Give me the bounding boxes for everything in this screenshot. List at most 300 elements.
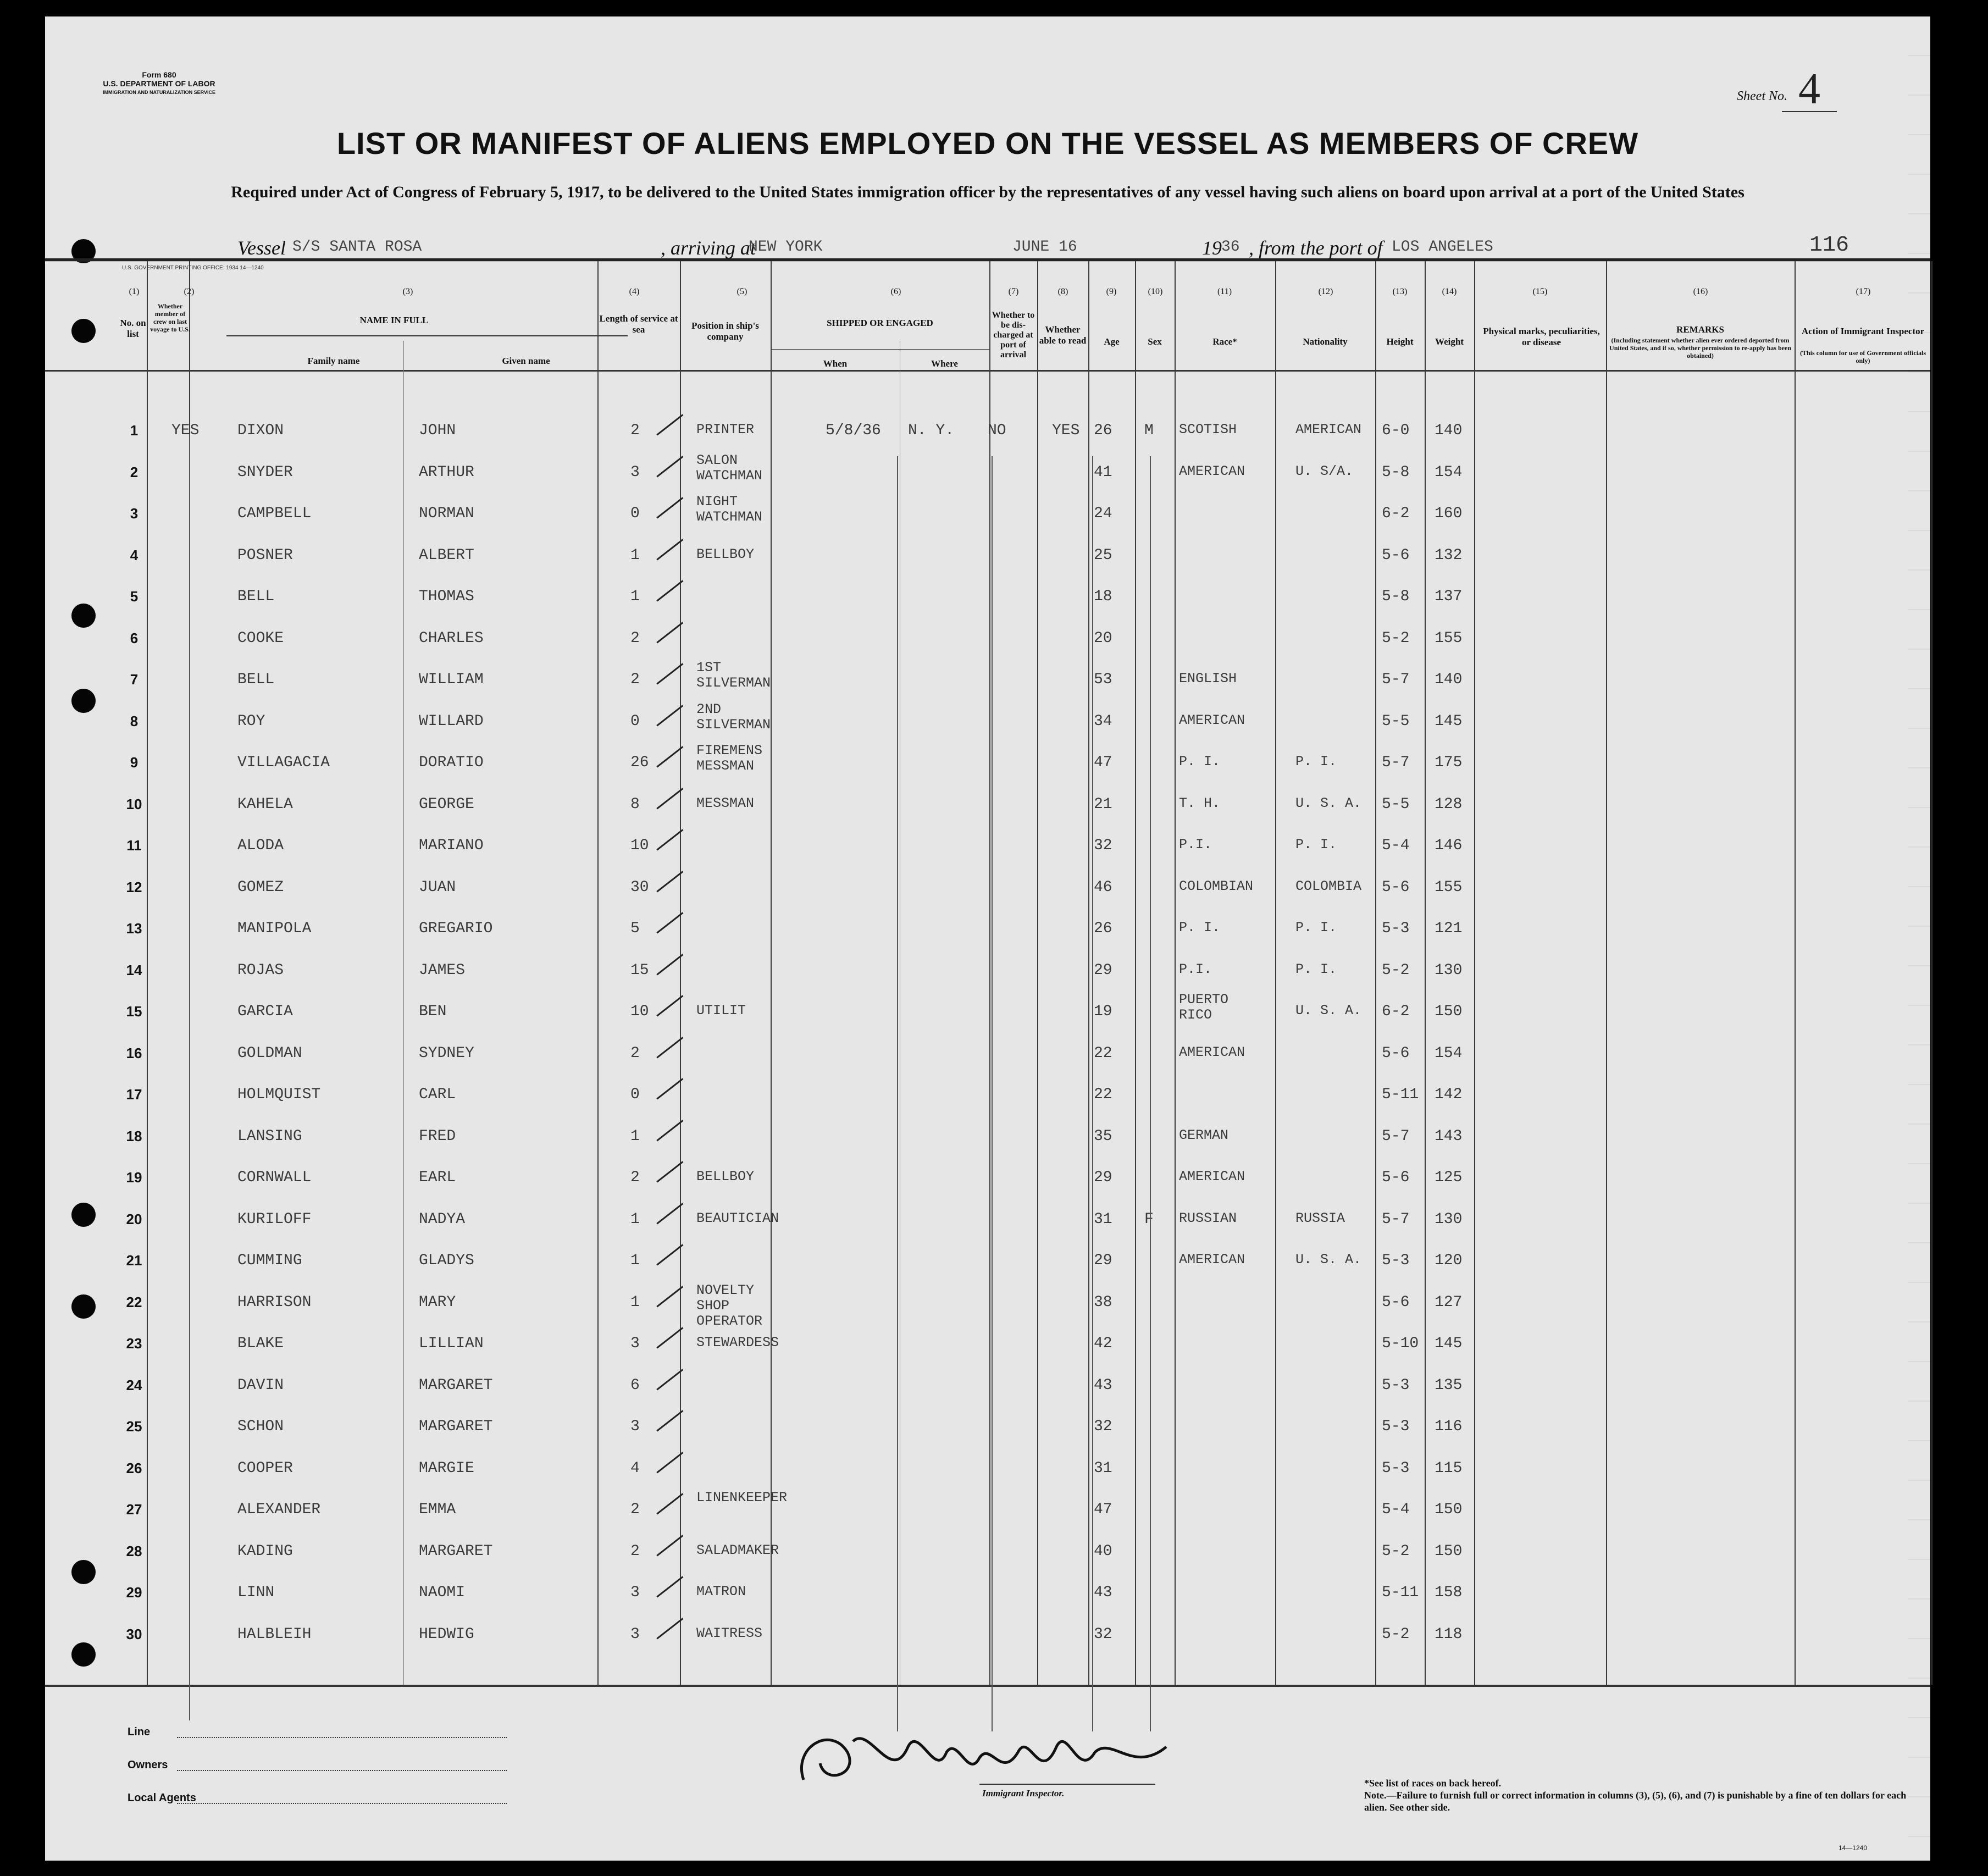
owners-label: Owners bbox=[128, 1759, 168, 1771]
weight-cell: 120 bbox=[1435, 1252, 1463, 1269]
weight-cell: 142 bbox=[1435, 1086, 1463, 1103]
race-cell: AMERICAN bbox=[1179, 1044, 1245, 1060]
position-cell: 2ND SILVERMAN bbox=[696, 701, 771, 733]
position-cell: 1ST SILVERMAN bbox=[696, 660, 771, 691]
header-nationality: Nationality bbox=[1303, 336, 1348, 347]
column-number: (8) bbox=[1057, 287, 1068, 296]
table-row bbox=[45, 1083, 1930, 1124]
header-remarks-note: (Including statement whether alien ever ordered deported from United States, and if so, whether permission to re-apply has been obtained) bbox=[1609, 336, 1791, 359]
sex-cell: M bbox=[1144, 422, 1154, 439]
family-name-cell: SCHON bbox=[237, 1418, 284, 1435]
height-cell: 5-2 bbox=[1382, 961, 1410, 979]
race-cell: P. I. bbox=[1179, 920, 1221, 936]
list-number: 116 bbox=[1809, 233, 1849, 258]
family-name-cell: LANSING bbox=[237, 1127, 302, 1145]
race-cell: AMERICAN bbox=[1179, 1252, 1245, 1268]
race-cell: AMERICAN bbox=[1179, 1169, 1245, 1185]
given-name-cell: CARL bbox=[419, 1086, 456, 1103]
height-cell: 5-5 bbox=[1382, 712, 1410, 730]
table-row bbox=[45, 917, 1930, 958]
family-name-cell: DIXON bbox=[237, 422, 284, 439]
nationality-cell: P. I. bbox=[1295, 961, 1337, 977]
race-cell: T. H. bbox=[1179, 795, 1221, 811]
family-name-cell: ROJAS bbox=[237, 961, 284, 979]
height-cell: 5-6 bbox=[1382, 878, 1410, 896]
table-row bbox=[45, 1540, 1930, 1581]
ditto-line bbox=[189, 434, 190, 1720]
length-service-cell: 3 bbox=[630, 1335, 640, 1352]
age-cell: 26 bbox=[1094, 920, 1112, 937]
length-service-cell: 3 bbox=[630, 463, 640, 481]
column-number: (10) bbox=[1148, 287, 1163, 296]
height-cell: 6-2 bbox=[1382, 1003, 1410, 1020]
col-rule bbox=[1931, 261, 1932, 1685]
weight-cell: 155 bbox=[1435, 878, 1463, 896]
position-cell: BELLBOY bbox=[696, 546, 755, 562]
owners-field bbox=[177, 1770, 507, 1771]
header-shipped: SHIPPED OR ENGAGED bbox=[827, 318, 933, 328]
row-number: 28 bbox=[126, 1542, 142, 1559]
family-name-cell: LINN bbox=[237, 1584, 275, 1601]
table-row bbox=[45, 627, 1930, 668]
weight-cell: 145 bbox=[1435, 1335, 1463, 1352]
weight-cell: 115 bbox=[1435, 1459, 1463, 1477]
race-cell: P. I. bbox=[1179, 754, 1221, 770]
height-cell: 5-4 bbox=[1382, 837, 1410, 854]
family-name-cell: CORNWALL bbox=[237, 1169, 312, 1186]
family-name-cell: GOLDMAN bbox=[237, 1044, 302, 1062]
table-row bbox=[45, 544, 1930, 585]
family-name-cell: GOMEZ bbox=[237, 878, 284, 896]
given-name-cell: DORATIO bbox=[419, 754, 484, 771]
given-name-cell: NADYA bbox=[419, 1210, 466, 1228]
length-service-cell: 2 bbox=[630, 422, 640, 439]
height-cell: 6-0 bbox=[1382, 422, 1410, 439]
age-cell: 43 bbox=[1094, 1376, 1112, 1394]
table-row bbox=[45, 1125, 1930, 1166]
age-cell: 43 bbox=[1094, 1584, 1112, 1601]
given-name-cell: JAMES bbox=[419, 961, 466, 979]
family-name-cell: DAVIN bbox=[237, 1376, 284, 1394]
family-name-cell: ALODA bbox=[237, 837, 284, 854]
table-row bbox=[45, 1249, 1930, 1290]
age-cell: 32 bbox=[1094, 1418, 1112, 1435]
position-cell: BELLBOY bbox=[696, 1169, 755, 1185]
weight-cell: 150 bbox=[1435, 1542, 1463, 1560]
form-identifier bbox=[103, 70, 215, 97]
age-cell: 32 bbox=[1094, 1625, 1112, 1643]
header-bottom-rule bbox=[45, 370, 1930, 372]
family-name-cell: KURILOFF bbox=[237, 1210, 312, 1228]
table-row bbox=[45, 585, 1930, 626]
race-cell: P.I. bbox=[1179, 961, 1212, 977]
length-service-cell: 2 bbox=[630, 629, 640, 647]
table-row bbox=[45, 959, 1930, 1000]
able-to-read-cell: YES bbox=[1052, 422, 1080, 439]
family-name-cell: KAHELA bbox=[237, 795, 293, 813]
table-row bbox=[45, 1623, 1930, 1664]
column-number: (6) bbox=[890, 287, 901, 296]
given-name-cell: EARL bbox=[419, 1169, 456, 1186]
arrival-date: JUNE 16 bbox=[1012, 239, 1077, 256]
weight-cell: 145 bbox=[1435, 712, 1463, 730]
position-cell: PRINTER bbox=[696, 422, 755, 438]
given-name-cell: LILLIAN bbox=[419, 1335, 484, 1352]
from-port: LOS ANGELES bbox=[1392, 239, 1493, 256]
voyage-line bbox=[45, 232, 1930, 259]
position-cell: FIREMENS MESSMAN bbox=[696, 743, 763, 774]
table-row bbox=[45, 1042, 1930, 1083]
height-cell: 5-2 bbox=[1382, 1542, 1410, 1560]
form-number: Form 680 bbox=[142, 70, 176, 79]
position-cell: SALADMAKER bbox=[696, 1542, 779, 1558]
family-name-cell: MANIPOLA bbox=[237, 920, 312, 937]
length-service-cell: 0 bbox=[630, 505, 640, 522]
given-name-cell: ARTHUR bbox=[419, 463, 474, 481]
length-service-cell: 10 bbox=[630, 837, 649, 854]
given-name-cell: WILLARD bbox=[419, 712, 484, 730]
given-name-cell: WILLIAM bbox=[419, 671, 484, 688]
table-row bbox=[45, 1581, 1930, 1622]
position-cell: LINENKEEPER bbox=[696, 1490, 788, 1506]
family-name-cell: ALEXANDER bbox=[237, 1501, 321, 1518]
weight-cell: 150 bbox=[1435, 1501, 1463, 1518]
page-title: LIST OR MANIFEST OF ALIENS EMPLOYED ON THE VESSEL AS MEMBERS OF CREW bbox=[336, 126, 1639, 161]
age-cell: 18 bbox=[1094, 588, 1112, 605]
column-number: (12) bbox=[1318, 287, 1333, 296]
weight-cell: 143 bbox=[1435, 1127, 1463, 1145]
height-cell: 5-6 bbox=[1382, 1169, 1410, 1186]
age-cell: 29 bbox=[1094, 961, 1112, 979]
ditto-line bbox=[897, 456, 898, 1731]
given-name-cell: JOHN bbox=[419, 422, 456, 439]
age-cell: 41 bbox=[1094, 463, 1112, 481]
height-cell: 5-2 bbox=[1382, 1625, 1410, 1643]
vessel-label: Vessel bbox=[237, 237, 286, 259]
nationality-cell: P. I. bbox=[1295, 837, 1337, 853]
weight-cell: 135 bbox=[1435, 1376, 1463, 1394]
length-service-cell: 1 bbox=[630, 588, 640, 605]
height-cell: 5-6 bbox=[1382, 546, 1410, 564]
position-cell: STEWARDESS bbox=[696, 1335, 779, 1351]
race-cell: GERMAN bbox=[1179, 1127, 1229, 1143]
age-cell: 47 bbox=[1094, 1501, 1112, 1518]
column-number: (13) bbox=[1392, 287, 1408, 296]
header-where: Where bbox=[931, 358, 958, 369]
nationality-cell: U. S. A. bbox=[1295, 1003, 1362, 1019]
line-label: Line bbox=[128, 1726, 151, 1738]
table-row bbox=[45, 419, 1930, 460]
row-number: 8 bbox=[130, 712, 139, 729]
header-physical-marks: Physical marks, peculiarities, or disease bbox=[1483, 326, 1600, 347]
length-service-cell: 1 bbox=[630, 1293, 640, 1311]
column-number: (17) bbox=[1856, 287, 1871, 296]
row-number: 2 bbox=[130, 463, 139, 480]
length-service-cell: 3 bbox=[630, 1418, 640, 1435]
row-number: 9 bbox=[130, 754, 139, 771]
given-name-cell: GREGARIO bbox=[419, 920, 493, 937]
height-cell: 5-11 bbox=[1382, 1584, 1419, 1601]
header-discharged: Whether to be dis-charged at port of arrival bbox=[992, 311, 1035, 359]
length-service-cell: 2 bbox=[630, 1501, 640, 1518]
line-field bbox=[177, 1737, 507, 1738]
given-name-cell: ALBERT bbox=[419, 546, 474, 564]
row-number: 18 bbox=[126, 1127, 142, 1144]
height-cell: 5-7 bbox=[1382, 1127, 1410, 1145]
year-prefix: 19 bbox=[1202, 237, 1222, 259]
length-service-cell: 1 bbox=[630, 1210, 640, 1228]
height-cell: 5-8 bbox=[1382, 588, 1410, 605]
row-number: 25 bbox=[126, 1418, 142, 1435]
table-row bbox=[45, 1490, 1930, 1539]
position-cell: NIGHT WATCHMAN bbox=[696, 494, 763, 525]
arriving-port: NEW YORK bbox=[749, 239, 823, 256]
table-row bbox=[45, 992, 1930, 1041]
weight-cell: 128 bbox=[1435, 795, 1463, 813]
height-cell: 5-6 bbox=[1382, 1293, 1410, 1311]
given-name-cell: NORMAN bbox=[419, 505, 474, 522]
height-cell: 5-3 bbox=[1382, 1252, 1410, 1269]
local-agents-field bbox=[177, 1803, 507, 1804]
column-number: (4) bbox=[629, 287, 640, 296]
length-service-cell: 3 bbox=[630, 1625, 640, 1643]
discharged-cell: NO bbox=[988, 422, 1006, 439]
header-when: When bbox=[823, 358, 848, 369]
length-service-cell: 30 bbox=[630, 878, 649, 896]
height-cell: 5-4 bbox=[1382, 1501, 1410, 1518]
weight-cell: 146 bbox=[1435, 837, 1463, 854]
column-number: (3) bbox=[402, 287, 413, 296]
height-cell: 6-2 bbox=[1382, 505, 1410, 522]
races-note: *See list of races on back hereof. bbox=[1364, 1778, 1502, 1789]
race-cell: SCOTISH bbox=[1179, 422, 1237, 438]
family-name-cell: POSNER bbox=[237, 546, 293, 564]
where-cell: N. Y. bbox=[908, 422, 955, 439]
service-name: IMMIGRATION AND NATURALIZATION SERVICE bbox=[103, 90, 215, 95]
row-number: 15 bbox=[126, 1003, 142, 1020]
given-name-cell: MARIANO bbox=[419, 837, 484, 854]
weight-cell: 132 bbox=[1435, 546, 1463, 564]
table-row bbox=[45, 1208, 1930, 1249]
nationality-cell: U. S. A. bbox=[1295, 1252, 1362, 1268]
length-service-cell: 3 bbox=[630, 1584, 640, 1601]
column-number: (5) bbox=[736, 287, 747, 296]
length-service-cell: 4 bbox=[630, 1459, 640, 1477]
family-name-cell: HALBLEIH bbox=[237, 1625, 312, 1643]
family-name-cell: COOPER bbox=[237, 1459, 293, 1477]
table-row bbox=[45, 1166, 1930, 1207]
height-cell: 5-3 bbox=[1382, 1376, 1410, 1394]
table-row bbox=[45, 1374, 1930, 1415]
height-cell: 5-2 bbox=[1382, 629, 1410, 647]
family-name-cell: BELL bbox=[237, 588, 275, 605]
weight-cell: 155 bbox=[1435, 629, 1463, 647]
age-cell: 53 bbox=[1094, 671, 1112, 688]
row-number: 23 bbox=[126, 1335, 142, 1352]
row-number: 11 bbox=[126, 837, 142, 854]
header-given-name: Given name bbox=[502, 356, 550, 366]
department: U.S. DEPARTMENT OF LABOR bbox=[103, 79, 215, 88]
family-name-cell: VILLAGACIA bbox=[237, 754, 330, 771]
family-name-cell: GARCIA bbox=[237, 1003, 293, 1020]
weight-cell: 116 bbox=[1435, 1418, 1463, 1435]
row-number: 5 bbox=[130, 588, 139, 605]
row-number: 21 bbox=[126, 1252, 142, 1269]
length-service-cell: 0 bbox=[630, 712, 640, 730]
row-number: 7 bbox=[130, 671, 139, 688]
header-weight: Weight bbox=[1435, 336, 1464, 347]
position-cell: MESSMAN bbox=[696, 795, 755, 811]
shipped-header-rule bbox=[771, 349, 989, 350]
age-cell: 42 bbox=[1094, 1335, 1112, 1352]
arrival-year: 36 bbox=[1221, 239, 1240, 256]
table-row bbox=[45, 793, 1930, 834]
header-length-service: Length of service at sea bbox=[599, 313, 678, 335]
length-service-cell: 5 bbox=[630, 920, 640, 937]
manifest-sheet bbox=[45, 16, 1930, 1861]
race-cell: ENGLISH bbox=[1179, 671, 1237, 687]
row-number: 1 bbox=[130, 422, 139, 439]
row-number: 17 bbox=[126, 1086, 142, 1103]
weight-cell: 127 bbox=[1435, 1293, 1463, 1311]
age-cell: 32 bbox=[1094, 837, 1112, 854]
header-no-on-list: No. on list bbox=[120, 318, 146, 339]
sheet-label: Sheet No. bbox=[1737, 89, 1787, 103]
table-row bbox=[45, 1415, 1930, 1456]
nationality-cell: COLOMBIA bbox=[1295, 878, 1362, 894]
check-mark-icon bbox=[655, 411, 684, 435]
header-action: Action of Immigrant Inspector bbox=[1801, 326, 1925, 336]
race-cell: P.I. bbox=[1179, 837, 1212, 853]
given-name-cell: MARGARET bbox=[419, 1376, 493, 1394]
race-cell: AMERICAN bbox=[1179, 463, 1245, 479]
header-position: Position in ship's company bbox=[691, 320, 759, 342]
family-name-cell: KADING bbox=[237, 1542, 293, 1560]
height-cell: 5-3 bbox=[1382, 920, 1410, 937]
position-cell: NOVELTY SHOP OPERATOR bbox=[696, 1282, 763, 1329]
age-cell: 29 bbox=[1094, 1252, 1112, 1269]
when-cell: 5/8/36 bbox=[826, 422, 881, 439]
header-able-to-read: Whether able to read bbox=[1039, 324, 1087, 346]
given-name-cell: NAOMI bbox=[419, 1584, 466, 1601]
penalty-note: Note.—Failure to furnish full or correct information in columns (3), (5), (6), and (7) is punishable by a fine of ten dollars for each alien. See other side. bbox=[1364, 1790, 1907, 1813]
row-number: 29 bbox=[126, 1584, 142, 1601]
family-name-cell: HOLMQUIST bbox=[237, 1086, 321, 1103]
from-port-label: , from the port of bbox=[1249, 237, 1383, 259]
age-cell: 29 bbox=[1094, 1169, 1112, 1186]
table-row bbox=[45, 1457, 1930, 1498]
row-number: 6 bbox=[130, 629, 139, 646]
table-row bbox=[45, 743, 1930, 792]
header-height: Height bbox=[1386, 336, 1414, 347]
given-name-cell: HEDWIG bbox=[419, 1625, 474, 1643]
weight-cell: 137 bbox=[1435, 588, 1463, 605]
row-number: 3 bbox=[130, 505, 139, 522]
row-number: 16 bbox=[126, 1044, 142, 1061]
age-cell: 19 bbox=[1094, 1003, 1112, 1020]
family-name-cell: BELL bbox=[237, 671, 275, 688]
race-cell: COLOMBIAN bbox=[1179, 878, 1254, 894]
family-name-cell: HARRISON bbox=[237, 1293, 312, 1311]
length-service-cell: 26 bbox=[630, 754, 649, 771]
height-cell: 5-7 bbox=[1382, 754, 1410, 771]
race-cell: RUSSIAN bbox=[1179, 1210, 1237, 1226]
row-number: 13 bbox=[126, 920, 142, 937]
length-service-cell: 2 bbox=[630, 1542, 640, 1560]
given-name-cell: GLADYS bbox=[419, 1252, 474, 1269]
weight-cell: 150 bbox=[1435, 1003, 1463, 1020]
header-age: Age bbox=[1104, 336, 1120, 347]
table-row bbox=[45, 701, 1930, 751]
given-name-cell: MARY bbox=[419, 1293, 456, 1311]
header-action-note: (This column for use of Government officials only) bbox=[1799, 349, 1926, 364]
length-service-cell: 1 bbox=[630, 546, 640, 564]
local-agents-label: Local Agents bbox=[128, 1792, 196, 1804]
header-remarks: REMARKS bbox=[1676, 324, 1724, 335]
given-name-cell: EMMA bbox=[419, 1501, 456, 1518]
family-name-cell: SNYDER bbox=[237, 463, 293, 481]
age-cell: 26 bbox=[1094, 422, 1112, 439]
weight-cell: 130 bbox=[1435, 961, 1463, 979]
age-cell: 25 bbox=[1094, 546, 1112, 564]
name-header-rule bbox=[226, 335, 628, 336]
family-name-cell: BLAKE bbox=[237, 1335, 284, 1352]
given-name-cell: FRED bbox=[419, 1127, 456, 1145]
position-cell: WAITRESS bbox=[696, 1625, 763, 1641]
age-cell: 21 bbox=[1094, 795, 1112, 813]
given-name-cell: THOMAS bbox=[419, 588, 474, 605]
nationality-cell: AMERICAN bbox=[1295, 422, 1362, 438]
page-subtitle: Required under Act of Congress of February 5, 1917, to be delivered to the United States immigration officer by the representatives of any vessel having such aliens on board upon arrival at a port of the United States bbox=[231, 183, 1745, 201]
family-name-cell: COOKE bbox=[237, 629, 284, 647]
given-name-cell: MARGARET bbox=[419, 1542, 493, 1560]
weight-cell: 140 bbox=[1435, 422, 1463, 439]
column-number: (14) bbox=[1442, 287, 1457, 296]
weight-cell: 154 bbox=[1435, 1044, 1463, 1062]
nationality-cell: U. S/A. bbox=[1295, 463, 1354, 479]
given-name-cell: GEORGE bbox=[419, 795, 474, 813]
header-name-in-full: NAME IN FULL bbox=[359, 315, 429, 325]
form-code: 14—1240 bbox=[1838, 1844, 1867, 1852]
age-cell: 31 bbox=[1094, 1459, 1112, 1477]
length-service-cell: 10 bbox=[630, 1003, 649, 1020]
weight-cell: 160 bbox=[1435, 505, 1463, 522]
row-number: 4 bbox=[130, 546, 139, 563]
position-cell: UTILIT bbox=[696, 1003, 746, 1019]
height-cell: 5-10 bbox=[1382, 1335, 1419, 1352]
signature-line bbox=[979, 1784, 1155, 1785]
length-service-cell: 0 bbox=[630, 1086, 640, 1103]
age-cell: 40 bbox=[1094, 1542, 1112, 1560]
weight-cell: 125 bbox=[1435, 1169, 1463, 1186]
length-service-cell: 2 bbox=[630, 671, 640, 688]
row-number: 27 bbox=[126, 1501, 142, 1518]
printer-imprint: U.S. GOVERNMENT PRINTING OFFICE: 1934 14—1240 bbox=[122, 265, 264, 271]
column-number: (15) bbox=[1532, 287, 1548, 296]
table-row bbox=[45, 834, 1930, 875]
vessel-name: S/S SANTA ROSA bbox=[292, 239, 422, 256]
row-number: 26 bbox=[126, 1459, 142, 1476]
column-number: (7) bbox=[1008, 287, 1019, 296]
age-cell: 38 bbox=[1094, 1293, 1112, 1311]
position-cell: BEAUTICIAN bbox=[696, 1210, 779, 1226]
height-cell: 5-8 bbox=[1382, 463, 1410, 481]
height-cell: 5-7 bbox=[1382, 1210, 1410, 1228]
age-cell: 22 bbox=[1094, 1086, 1112, 1103]
weight-cell: 154 bbox=[1435, 463, 1463, 481]
age-cell: 34 bbox=[1094, 712, 1112, 730]
last-voyage-cell: YES bbox=[171, 422, 200, 439]
